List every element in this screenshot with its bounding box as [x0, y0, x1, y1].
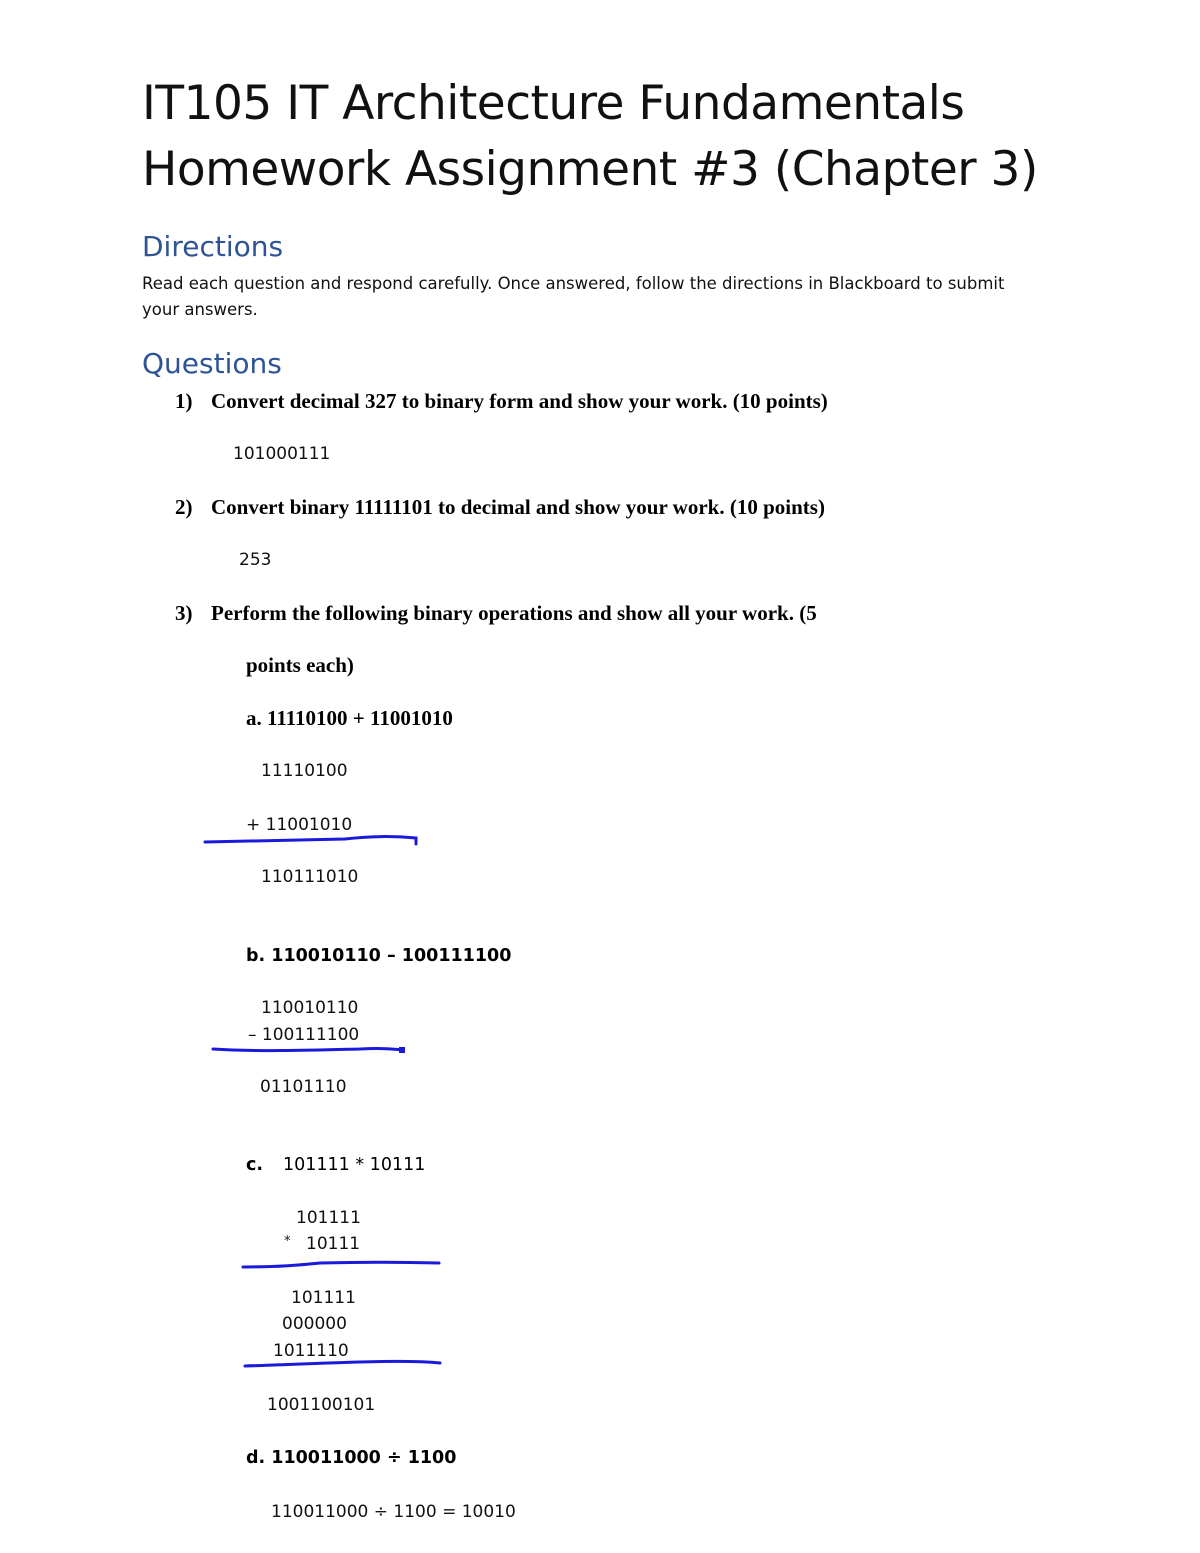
part-d-result: 110011000 ÷ 1100 = 10010 — [271, 1502, 516, 1522]
part-a-sum-line — [205, 837, 416, 844]
part-c-letter: c. — [246, 1155, 264, 1175]
question-3-text-line-1: Perform the following binary operations and show all your work. (5 — [211, 601, 817, 625]
part-c-expression: 101111 * 10111 — [283, 1155, 426, 1175]
question-1-number: 1) — [175, 389, 193, 413]
part-b-line-end-mark — [399, 1047, 405, 1053]
part-c-product-line — [243, 1262, 439, 1267]
part-c-partial-2: 000000 — [282, 1314, 347, 1334]
part-b-operand-1: 110010110 — [261, 998, 359, 1018]
question-1-answer: 101000111 — [233, 444, 331, 464]
part-b-operand-2: – 100111100 — [248, 1025, 360, 1045]
part-c-partial-3: 1011110 — [273, 1341, 349, 1361]
part-b-label: b. 110010110 – 100111100 — [246, 946, 512, 966]
part-a-operand-1: 11110100 — [261, 761, 348, 781]
part-a-label: a. 11110100 + 11001010 — [246, 706, 453, 730]
part-c-operand-1: 101111 — [296, 1208, 361, 1228]
part-c-operand-2: 10111 — [306, 1234, 361, 1254]
question-3-text-line-2: points each) — [246, 653, 354, 677]
part-c-operator: * — [284, 1234, 291, 1249]
question-3-number: 3) — [175, 601, 193, 625]
part-d-label: d. 110011000 ÷ 1100 — [246, 1448, 457, 1468]
page-title-line-1: IT105 IT Architecture Fundamentals — [142, 76, 965, 131]
directions-text-line-2: your answers. — [142, 300, 258, 319]
page-title-line-2: Homework Assignment #3 (Chapter 3) — [142, 142, 1038, 197]
question-2-answer: 253 — [239, 550, 272, 570]
part-c-result: 1001100101 — [267, 1395, 376, 1415]
question-2-number: 2) — [175, 495, 193, 519]
part-a-operand-2: + 11001010 — [246, 815, 353, 835]
question-2-text: Convert binary 11111101 to decimal and show your work. (10 points) — [211, 495, 825, 519]
directions-heading: Directions — [142, 230, 284, 263]
question-1-text: Convert decimal 327 to binary form and show your work. (10 points) — [211, 389, 828, 413]
part-c-partial-1: 101111 — [291, 1288, 356, 1308]
part-b-difference-line — [213, 1049, 403, 1051]
part-a-result: 110111010 — [261, 867, 359, 887]
directions-text-line-1: Read each question and respond carefully. Once answered, follow the directions in Blackboard to submit — [142, 274, 1005, 293]
part-b-result: 01101110 — [260, 1077, 347, 1097]
questions-heading: Questions — [142, 347, 282, 380]
